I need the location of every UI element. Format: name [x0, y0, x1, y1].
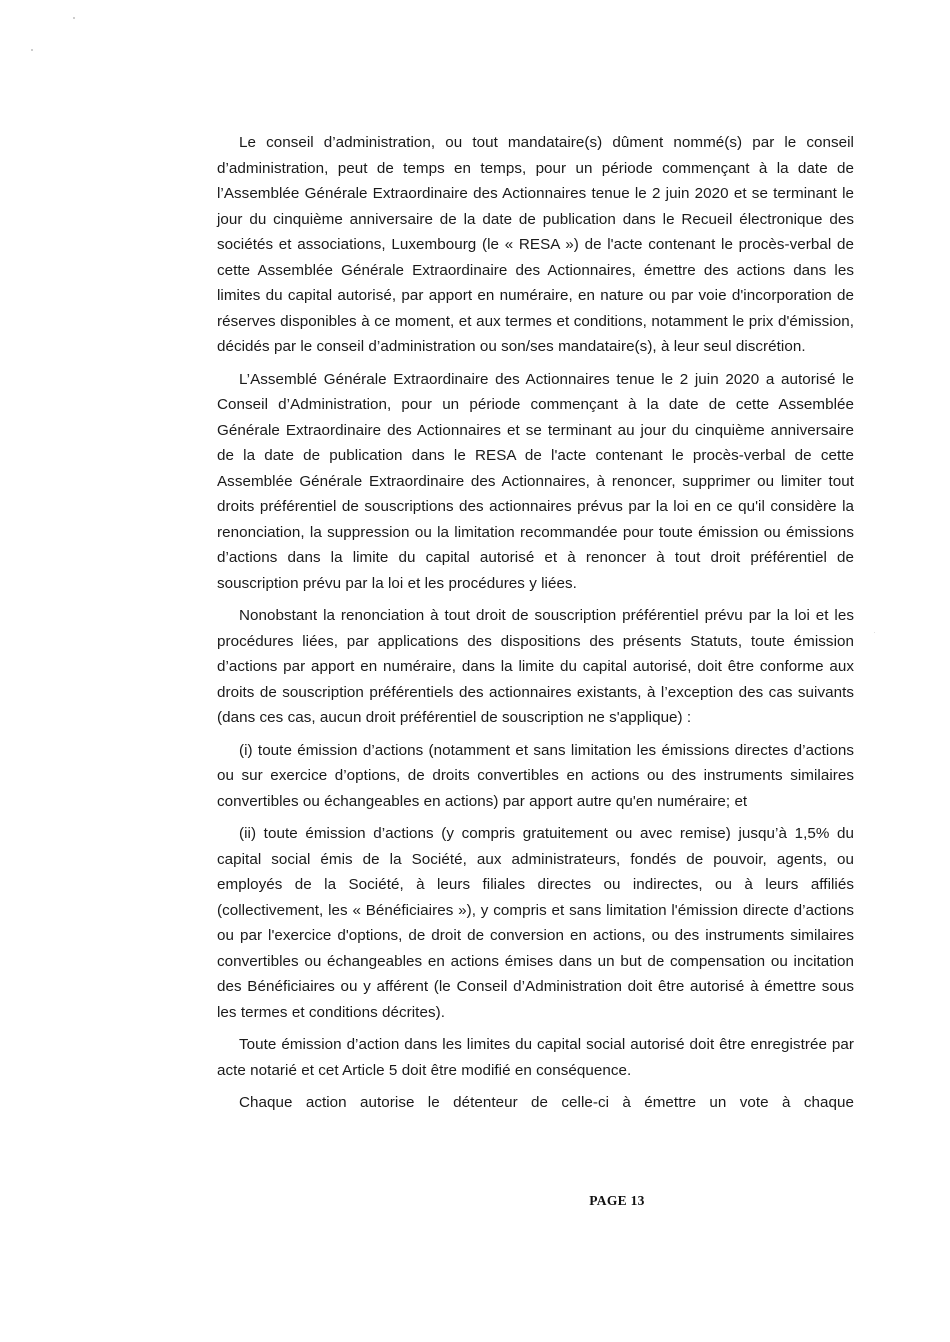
- paragraph-capital-issuance: Le conseil d’administration, ou tout mandataire(s) dûment nommé(s) par le conseil d’administration, peut de temps en temps, pour un période commençant à la date de l’Assemblée Générale Extraordinaire des Actionnaires tenue le 2 juin 2020 et se terminant le jour du cinquième anniversaire de la date de publication dans le Recueil électronique des sociétés et associations, Luxembourg (le « RESA ») de l'acte contenant le procès-verbal de cette Assemblée Générale Extraordinaire des Actionnaires, émettre des actions dans les limites du capital autorisé, par apport en numéraire, en nature ou par voie d'incorporation de réserves disponibles à ce moment, et aux termes et conditions, notamment le prix d'émission, décidés par le conseil d’administration ou son/ses mandataire(s), à leur seul discrétion.: [217, 134, 854, 355]
- body-text: [217, 130, 854, 1123]
- paragraph-notarial-deed: Toute émission d’action dans les limites du capital social autorisé doit être enregistrée par acte notarié et cet Article 5 doit être modifié en conséquence.: [217, 1036, 854, 1079]
- paragraph-exceptions-intro: Nonobstant la renonciation à tout droit de souscription préférentiel prévu par la loi et les procédures liées, par applications des dispositions des présents Statuts, toute émission d’actions par apport en numéraire, dans la limite du capital autorisé, doit être conforme aux droits de souscription préférentiels des actionnaires existants, à l’exception des cas suivants (dans ces cas, aucun droit préférentiel de souscription ne s'applique) :: [217, 607, 854, 726]
- paragraph-voting-rights: Chaque action autorise le détenteur de celle-ci à émettre un vote à chaque: [239, 1094, 854, 1111]
- page-number: PAGE 13: [589, 1193, 645, 1208]
- paragraph-preferential-rights-waiver: L’Assemblé Générale Extraordinaire des Actionnaires tenue le 2 juin 2020 a autorisé le Conseil d’Administration, pour un période commençant à la date de cette Assemblée Générale Extraordinaire des Actionnaires et se terminant au jour du cinquième anniversaire de la date de publication dans le RESA de l'acte contenant le procès-verbal de cette Assemblée Générale Extraordinaire des Actionnaires, à renoncer, supprimer ou limiter tout droits préférentiel de souscriptions des actionnaires prévus par la loi en ce qu'il considère la renonciation, la suppression ou la limitation recommandée pour toute émission ou émissions d’actions dans la limite du capital autorisé et à renoncer à tout droit préférentiel de souscription prévu par la loi et les procédures y liées.: [217, 370, 854, 592]
- scan-speck: [874, 632, 875, 633]
- scan-speck: [31, 49, 33, 51]
- paragraph-exception-ii: (ii) toute émission d’actions (y compris gratuitement ou avec remise) jusqu’à 1,5% du capital social émis de la Société, aux administrateurs, fondés de pouvoir, agents, ou employés de la Société, à leurs filiales directes ou indirectes, ou à leurs affiliés (collectivement, les « Bénéficiaires »), y compris et sans limitation l'émission directe d’actions ou par l'exercice d'options, de droit de conversion en actions, ou des instruments similaires convertibles ou échangeables en actions émises dans un but de compensation ou incitation des Bénéficiaires ou y afférent (le Conseil d’Administration doit être autorisé à émettre sous les termes et conditions décrites).: [217, 825, 854, 1021]
- paragraph-exception-i: (i) toute émission d’actions (notamment et sans limitation les émissions directes d’actions ou sur exercice d’options, de droits convertibles en actions ou des instruments similaires convertibles ou échangeables en actions) par apport autre qu'en numéraire; et: [217, 741, 854, 810]
- scan-speck: [73, 17, 75, 19]
